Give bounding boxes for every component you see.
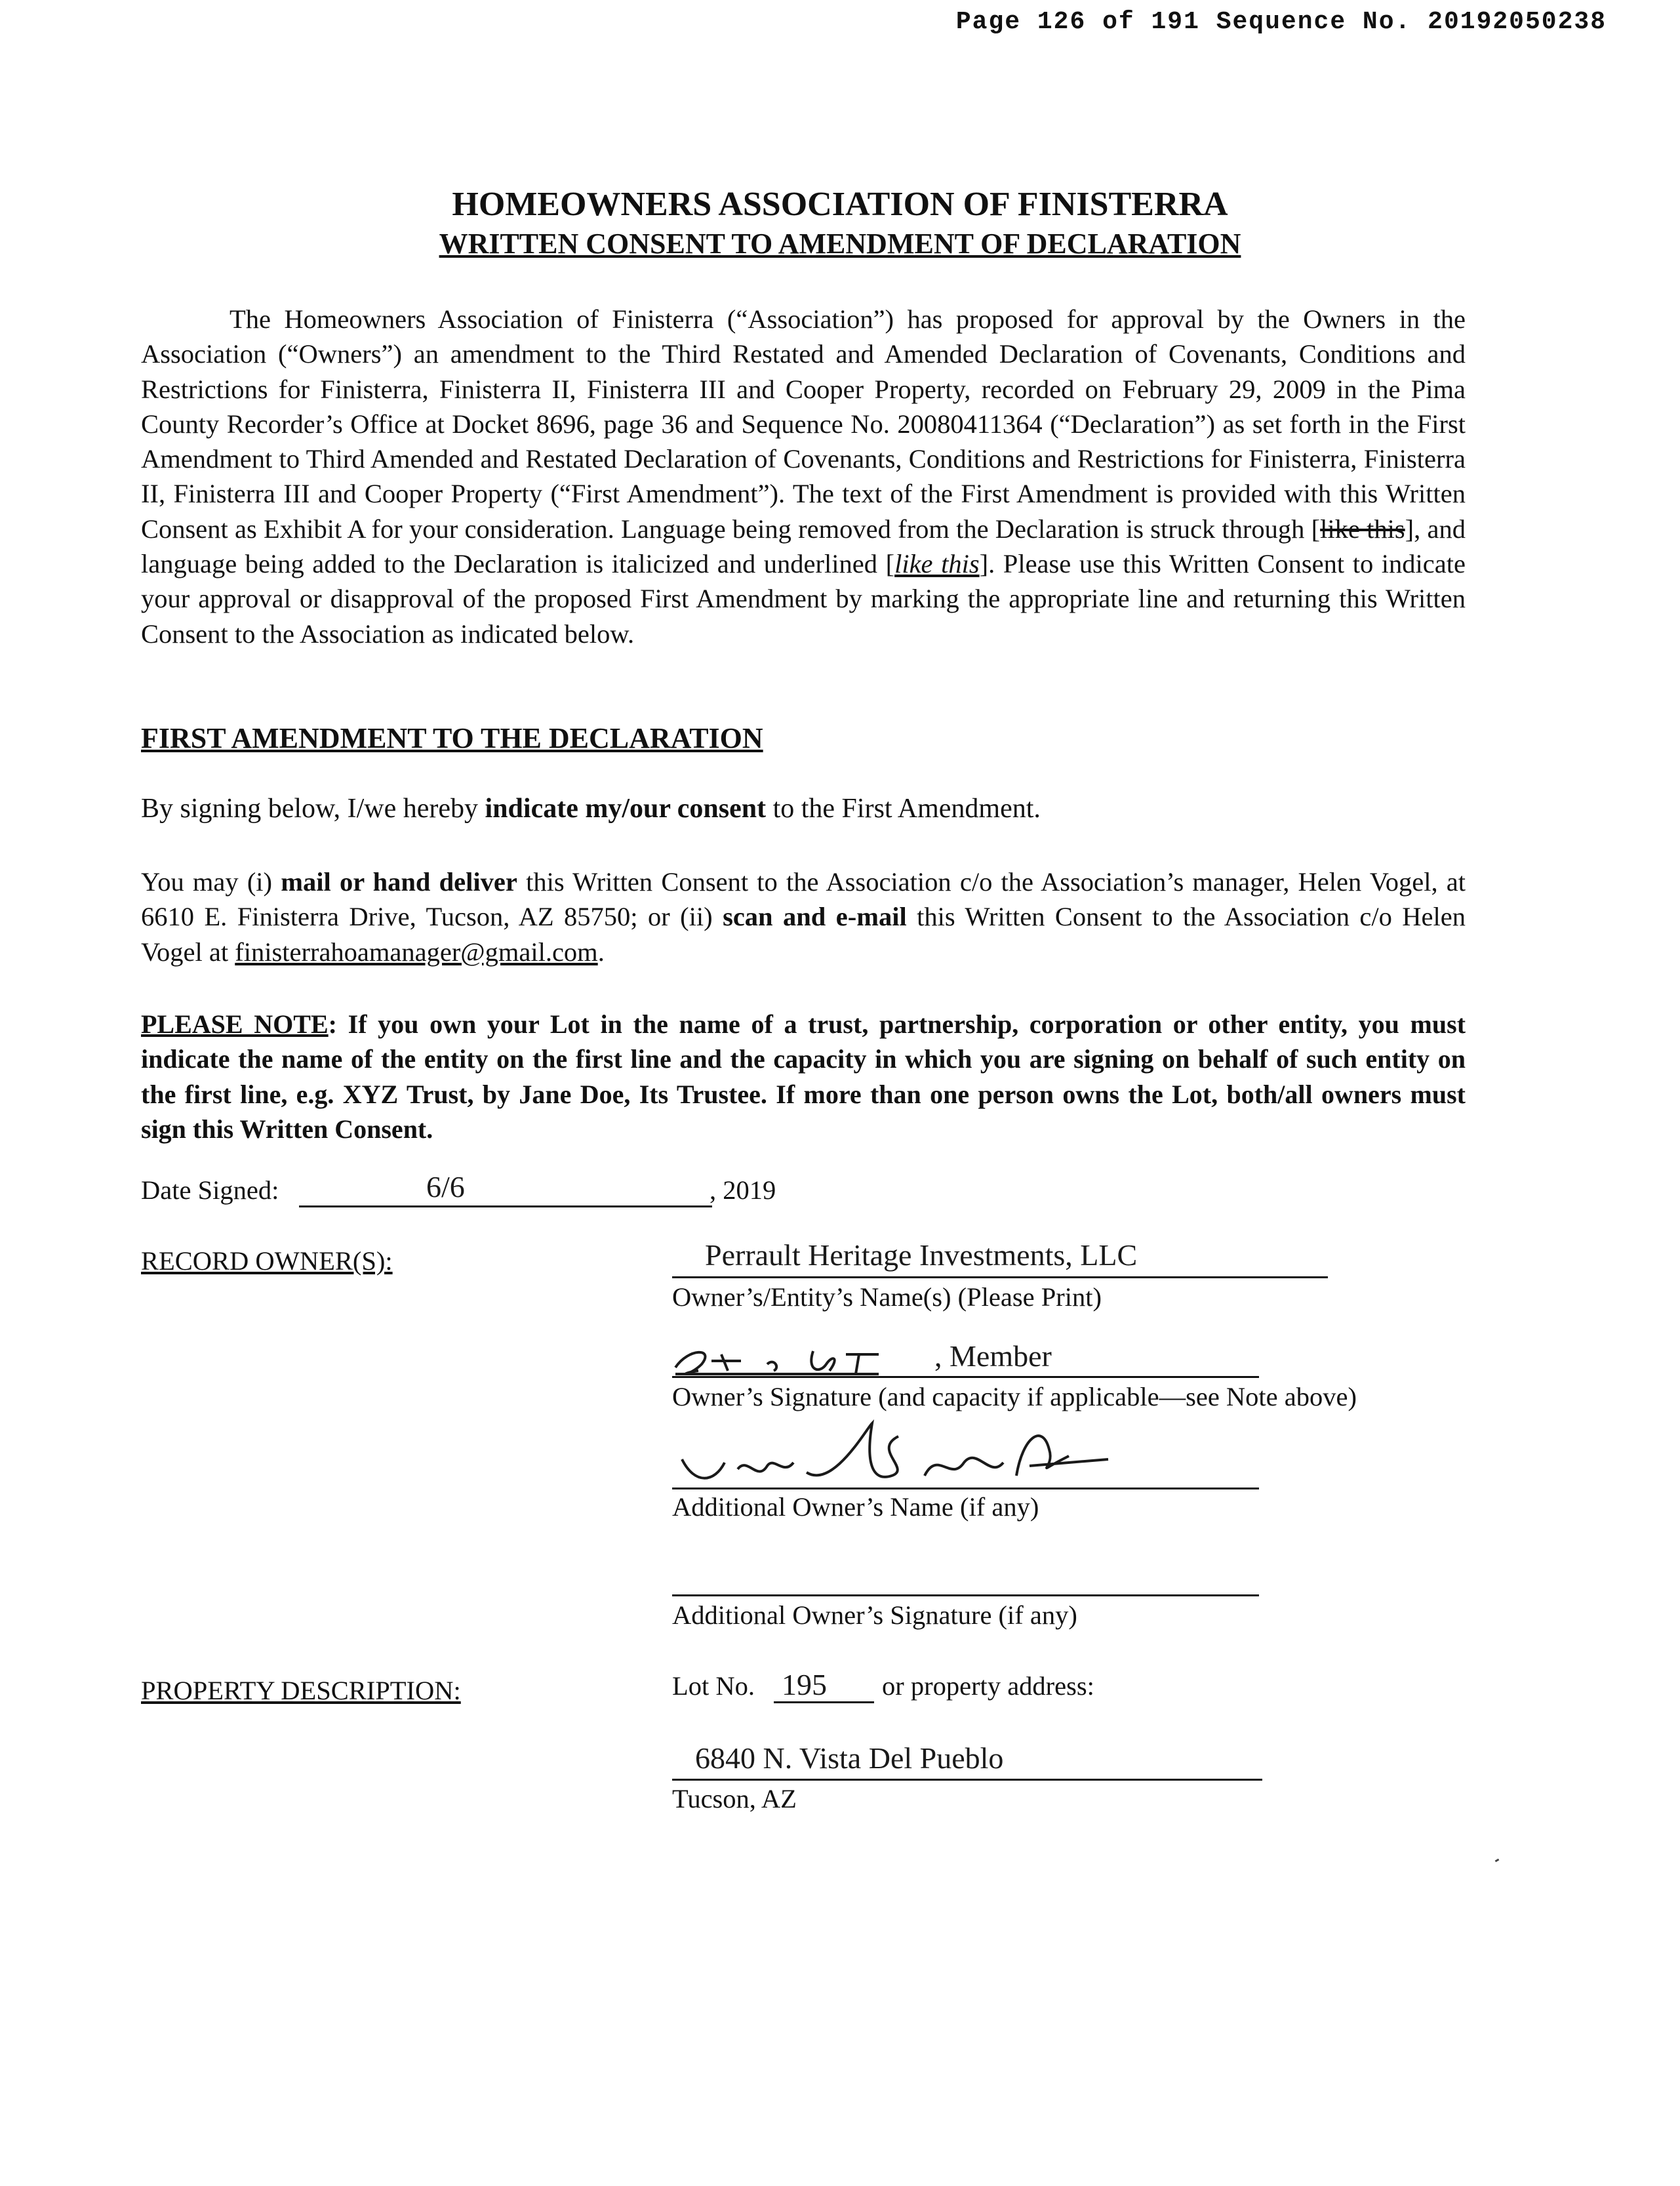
additional-owner-signature-image — [675, 1410, 1134, 1492]
intro-paragraph: The Homeowners Association of Finisterra (“Association”) has proposed for approval by the Owners in the Association (“Owners”) an amendment to the Third Restated and Amended Declaration of Covenants, Conditions and Restrictions for Finisterra, Finisterra II, Finisterra III and Cooper Property, recorded on February 29, 2009 in the Pima County Recorder’s Office at Docket 8696, page 36 and Sequence No. 20080411364 (“Declaration”) as set forth in the First Amendment to Third Amended and Restated Declaration of Covenants, Conditions and Restrictions for Finisterra, Finisterra II, Finisterra III and Cooper Property (“First Amendment”). The text of the First Amendment is provided with this Written Consent as Exhibit A for your consideration. Language being removed from the Declaration is struck through [like this], and language being added to the Declaration is italicized and underlined [like this]. Please use this Written Consent to indicate your approval or disapproval of the proposed First Amendment by marking the appropriate line and returning this Written Consent to the Association as indicated below. — [141, 304, 1466, 649]
date-year: , 2019 — [710, 1175, 776, 1205]
please-note: PLEASE NOTE: If you own your Lot in the name of a trust, partnership, corporation or other entity, you must indicate the name of the entity on the first line and the capacity in which you are signing on behalf of such entity on the first line, e.g. XYZ Trust, by Jane Doe, Its Trustee. If more than one person owns the Lot, both/all owners must sign this Written Consent. — [141, 1009, 1466, 1144]
consent-statement: By signing below, I/we hereby indicate my/our consent to the First Amendment. — [141, 794, 1041, 824]
owner-name-line — [672, 1276, 1328, 1278]
property-address-label: or property address: — [882, 1671, 1094, 1701]
section-heading: FIRST AMENDMENT TO THE DECLARATION — [141, 722, 763, 754]
delivery-instructions: You may (i) mail or hand deliver this Written Consent to the Association c/o the Association’s manager, Helen Vogel, at 6610 E. Finisterra Drive, Tucson, AZ 85750; or (ii) scan and e-mail this Written Consent to the Association c/o Helen Vogel at finisterrahoamanager@gmail.com. — [141, 867, 1466, 967]
property-city: Tucson, AZ — [672, 1784, 797, 1813]
document-subtitle: WRITTEN CONSENT TO AMENDMENT OF DECLARATION — [439, 228, 1241, 260]
property-address-value: 6840 N. Vista Del Pueblo — [695, 1741, 1004, 1775]
address-line — [672, 1779, 1262, 1781]
strikethrough-example: like this — [1320, 514, 1405, 544]
document-title: HOMEOWNERS ASSOCIATION OF FINISTERRA — [452, 186, 1228, 223]
owner-signature-caption: Owner’s Signature (and capacity if applicable—see Note above) — [672, 1382, 1357, 1411]
date-line — [299, 1205, 712, 1207]
lot-label: Lot No. — [672, 1671, 755, 1701]
owner-signature-image — [662, 1341, 938, 1381]
date-signed-value: 6/6 — [426, 1170, 465, 1204]
scan-speck — [1495, 1859, 1500, 1863]
manager-email-link[interactable]: finisterrahoamanager@gmail.com — [235, 937, 598, 967]
page-sequence-header: Page 126 of 191 Sequence No. 20192050238 — [955, 8, 1607, 36]
date-signed-label: Date Signed: — [141, 1175, 279, 1205]
owner-signature-capacity: , Member — [934, 1339, 1052, 1373]
additional-owner-signature-line — [672, 1594, 1259, 1596]
record-owners-label: RECORD OWNER(S): — [141, 1246, 393, 1276]
additional-owner-signature-caption: Additional Owner’s Signature (if any) — [672, 1600, 1077, 1630]
property-description-label: PROPERTY DESCRIPTION: — [141, 1676, 461, 1705]
lot-value: 195 — [782, 1668, 827, 1701]
owner-name-value: Perrault Heritage Investments, LLC — [705, 1238, 1138, 1272]
owner-name-caption: Owner’s/Entity’s Name(s) (Please Print) — [672, 1282, 1102, 1312]
italic-underline-example: like this — [894, 549, 980, 579]
additional-owner-name-caption: Additional Owner’s Name (if any) — [672, 1492, 1039, 1522]
